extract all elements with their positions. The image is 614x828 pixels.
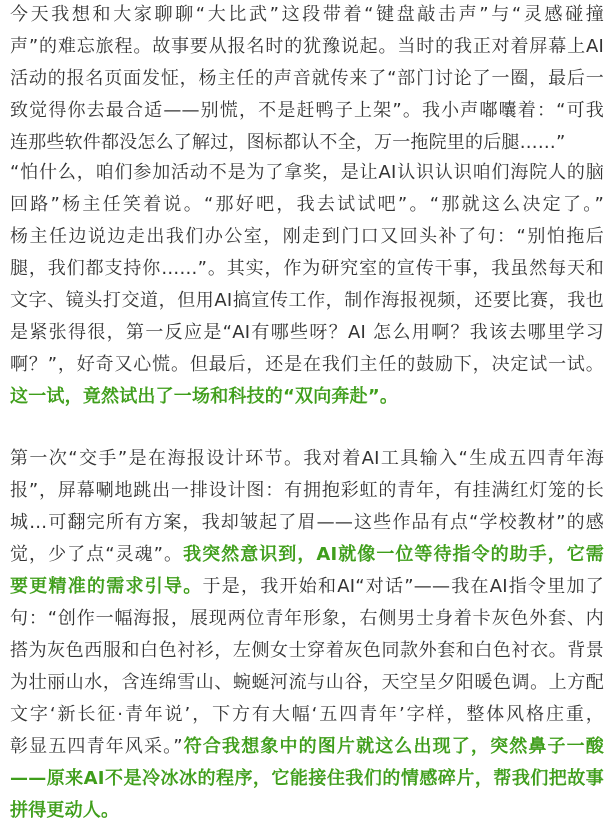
paragraph-line: 连那些软件都没怎么了解过，图标都认不全，万一拖院里的后腿……” — [10, 131, 566, 153]
normal-text: 彰显五四青年风采。” — [10, 736, 183, 758]
highlight-line: 拼得更动人。 — [10, 800, 120, 821]
paragraph-line-mixed — [10, 732, 604, 762]
paragraph-line: 致觉得你去最合适——别慌，不是赶鸭子上架”。我小声嘟囔着：“可我 — [10, 99, 604, 121]
paragraph-line: 为壮丽山水，含连绵雪山、蜿蜒河流与山谷，天空呈夕阳暖色调。上方配 — [10, 672, 604, 694]
paragraph-line: 杨主任边说边走出我们办公室，刚走到门口又回头补了句：“别怕拖后 — [10, 226, 604, 248]
highlight-text: 我突然意识到，AI就像一位等待指令的助手，它需 — [183, 544, 604, 566]
paragraph-line: 今天我想和大家聊聊“大比武”这段带着“键盘敲击声”与“灵感碰撞 — [10, 4, 604, 25]
paragraph-line: 回路”杨主任笑着说。“那好吧，我去试试吧”。“那就这么决定了。” — [10, 194, 604, 216]
paragraph-line: 第一次“交手”是在海报设计环节。我对着AI工具输入“生成五四青年海 — [10, 448, 604, 470]
paragraph-line: 活动的报名页面发怔，杨主任的声音就传来了“部门讨论了一圈，最后一 — [10, 67, 604, 89]
paragraph-line: “怕什么，咱们参加活动不是为了拿奖，是让AI认识认识咱们海院人的脑 — [10, 162, 604, 184]
paragraph-line: 声”的难忘旅程。故事要从报名时的犹豫说起。当时的我正对着屏幕上AI — [10, 35, 604, 57]
paragraph-line-mixed — [10, 540, 604, 570]
paragraph-line: 文字‘新长征·青年说’，下方有大幅‘五四青年’字样，整体风格庄重， — [10, 704, 604, 726]
paragraph-line: 城…可翻完所有方案，我却皱起了眉——这些作品有点“学校教材”的感 — [10, 512, 604, 534]
paragraph-line: 是紧张得很，第一反应是“AI有哪些呀？AI 怎么用啊？我该去哪里学习 — [10, 322, 604, 344]
highlight-sentence: 这一试，竟然试出了一场和科技的“双向奔赴”。 — [10, 386, 399, 407]
highlight-text: 要更精准的需求引导。 — [10, 576, 203, 598]
paragraph-line: 搭为灰色西服和白色衬衫，左侧女士穿着灰色同款外套和白色衬衣。背景 — [10, 640, 604, 662]
normal-text: 觉，少了点“灵魂”。 — [10, 544, 184, 566]
paragraph-line-mixed — [10, 572, 604, 602]
paragraph-line: 报”，屏幕唰地跳出一排设计图：有拥抱彩虹的青年，有挂满红灯笼的长 — [10, 480, 604, 502]
highlight-line: ——原来AI不是冷冰冰的程序，它能接住我们的情感碎片，帮我们把故事 — [10, 768, 604, 789]
highlight-text: 符合我想象中的图片就这么出现了，突然鼻子一酸 — [182, 736, 604, 758]
paragraph-line: 啊？”，好奇又心慌。但最后，还是在我们主任的鼓励下，决定试一试。 — [10, 354, 604, 375]
paragraph-line: 腿，我们都支持你……”。其实，作为研究室的宣传干事，我虽然每天和 — [10, 258, 604, 280]
paragraph-line: 文字、镜头打交道，但用AI搞宣传工作，制作海报视频，还要比赛，我也 — [10, 290, 604, 312]
paragraph-line: 句：“创作一幅海报，展现两位青年形象，右侧男士身着卡灰色外套、内 — [10, 608, 604, 630]
normal-text: 于是，我开始和AI“对话”——我在AI指令里加了 — [202, 576, 604, 598]
